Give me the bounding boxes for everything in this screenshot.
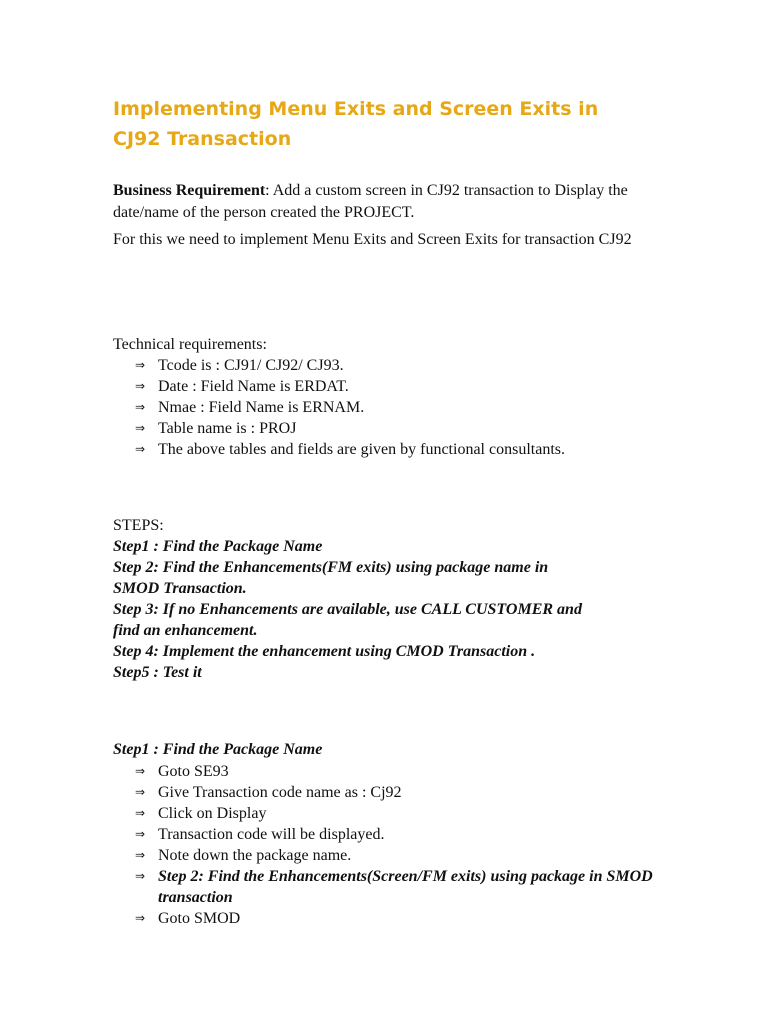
arrow-icon: ⇒ [135, 442, 146, 456]
step1-heading: Step1 : Find the Package Name [113, 741, 323, 758]
business-requirement-label: Business Requirement [113, 182, 266, 199]
list-item: ⇒ Note down the package name. [135, 847, 352, 864]
title-line-1: Implementing Menu Exits and Screen Exits in [113, 98, 599, 120]
step-line: Step 2: Find the Enhancements(FM exits) using package name in [113, 559, 549, 576]
list-item: ⇒ Transaction code will be displayed. [135, 826, 385, 843]
arrow-icon: ⇒ [135, 869, 146, 883]
list-item: ⇒ Click on Display [135, 805, 267, 822]
business-requirement [113, 180, 653, 224]
arrow-icon: ⇒ [135, 911, 146, 925]
step-line: SMOD Transaction. [113, 580, 247, 597]
step-line: find an enhancement. [113, 622, 258, 639]
document-title [113, 94, 733, 154]
business-requirement-text: : Add a custom screen in CJ92 transaction to Display the date/name of the person created the PROJECT. [113, 182, 628, 221]
arrow-icon: ⇒ [135, 400, 146, 414]
arrow-icon: ⇒ [135, 806, 146, 820]
arrow-icon: ⇒ [135, 764, 146, 778]
for-this-paragraph: For this we need to implement Menu Exits and Screen Exits for transaction CJ92 [113, 231, 632, 248]
steps-section [113, 515, 653, 683]
step-line: Step5 : Test it [113, 664, 202, 681]
arrow-icon: ⇒ [135, 848, 146, 862]
technical-requirements-heading: Technical requirements: [113, 336, 267, 353]
technical-requirements-list [113, 355, 565, 460]
arrow-icon: ⇒ [135, 421, 146, 435]
steps-heading: STEPS: [113, 517, 164, 534]
arrow-icon: ⇒ [135, 358, 146, 372]
list-item: ⇒ Date : Field Name is ERDAT. [135, 378, 349, 395]
arrow-icon: ⇒ [135, 785, 146, 799]
list-item: ⇒ Goto SE93 [135, 763, 229, 780]
list-item: ⇒ Table name is : PROJ [135, 420, 297, 437]
list-item: ⇒ The above tables and fields are given by functional consultants. [135, 441, 565, 458]
step-line: Step 4: Implement the enhancement using CMOD Transaction . [113, 643, 536, 660]
list-item: ⇒ Goto SMOD [135, 910, 241, 927]
step-line: Step 3: If no Enhancements are available, use CALL CUSTOMER and [113, 601, 582, 618]
list-item: ⇒ Nmae : Field Name is ERNAM. [135, 399, 365, 416]
list-item: ⇒ Step 2: Find the Enhancements(Screen/FM exits) using package in SMOD transaction [135, 868, 653, 906]
list-item: ⇒ Tcode is : CJ91/ CJ92/ CJ93. [135, 357, 344, 374]
title-line-2: CJ92 Transaction [113, 128, 292, 150]
list-item: ⇒ Give Transaction code name as : Cj92 [135, 784, 402, 801]
step1-list [113, 761, 673, 929]
arrow-icon: ⇒ [135, 379, 146, 393]
arrow-icon: ⇒ [135, 827, 146, 841]
step-line: Step1 : Find the Package Name [113, 538, 323, 555]
